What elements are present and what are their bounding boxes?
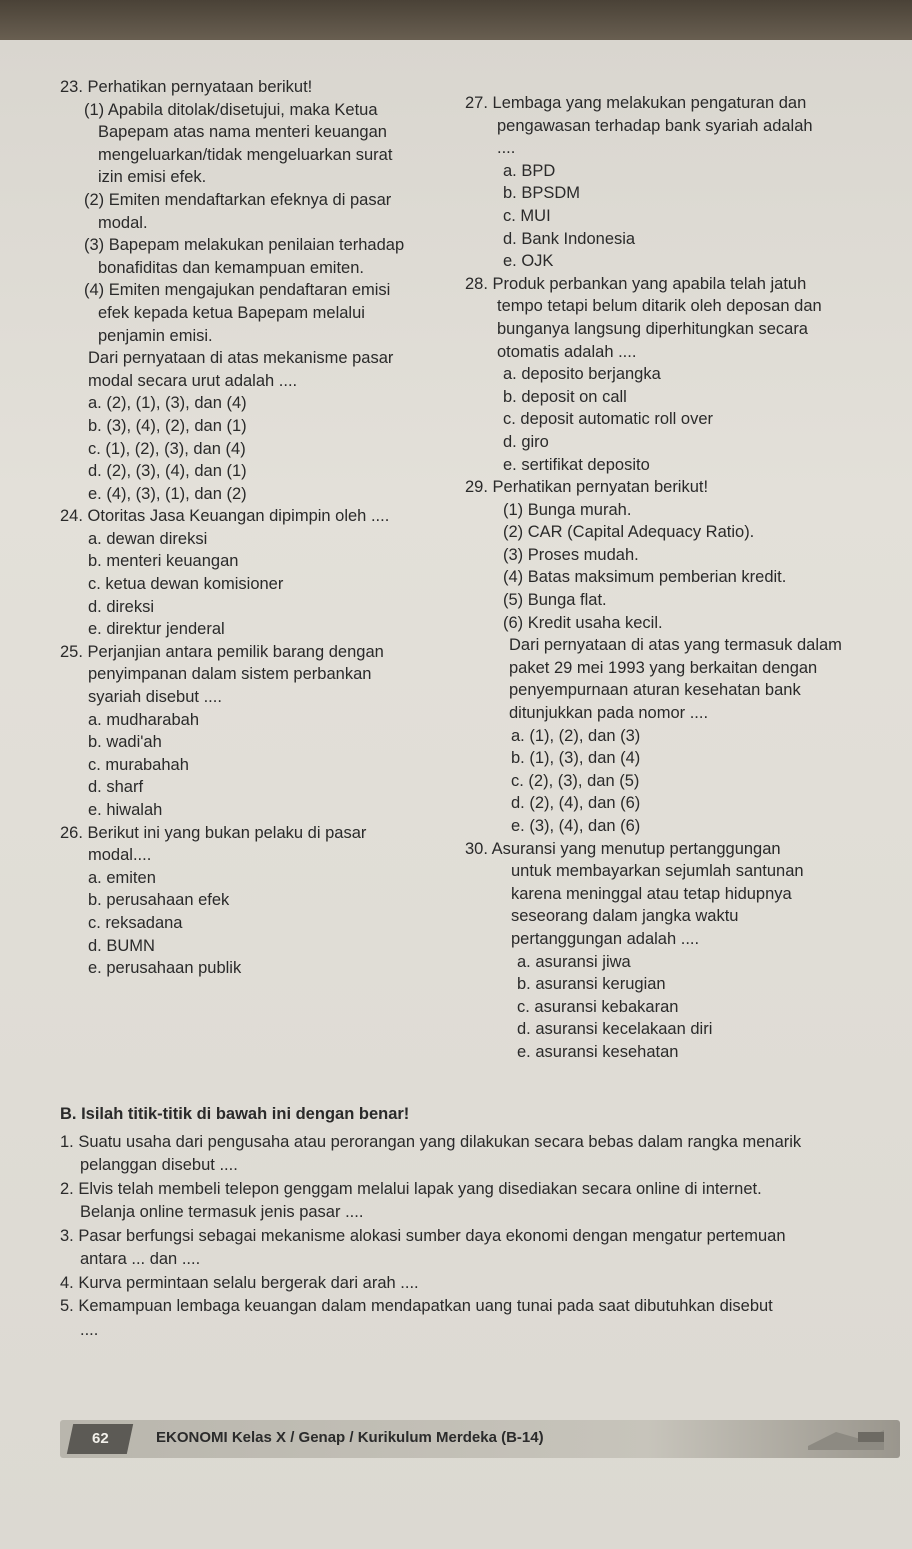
- statement: (1) Bunga murah.: [503, 500, 632, 519]
- statement: modal.: [98, 213, 148, 232]
- question-30: [465, 838, 890, 1064]
- question-text: 29. Perhatikan pernyatan berikut!: [465, 478, 709, 497]
- answer-option: b. asuransi kerugian: [517, 975, 666, 994]
- statement: (2) Emiten mendaftarkan efeknya di pasar: [84, 190, 392, 209]
- answer-option: a. mudharabah: [88, 710, 199, 729]
- statement: izin emisi efek.: [98, 168, 207, 187]
- statement: (3) Bapepam melakukan penilaian terhadap: [84, 236, 405, 255]
- answer-option: d. BUMN: [88, 936, 155, 955]
- answer-option: b. (1), (3), dan (4): [511, 749, 641, 768]
- question-29: [465, 476, 890, 838]
- answer-option: d. (2), (3), (4), dan (1): [88, 462, 247, 481]
- left-column: [60, 76, 455, 980]
- statement: (6) Kredit usaha kecil.: [503, 613, 663, 632]
- book-title: EKONOMI Kelas X / Genap / Kurikulum Merdeka (B-14): [156, 1429, 544, 1446]
- answer-option: e. asuransi kesehatan: [517, 1042, 679, 1061]
- question-text: 24. Otoritas Jasa Keuangan dipimpin oleh ....: [60, 507, 390, 526]
- question-text: syariah disebut ....: [88, 688, 222, 707]
- question-text: 27. Lembaga yang melakukan pengaturan dan: [465, 94, 807, 112]
- question-text: 28. Produk perbankan yang apabila telah jatuh: [465, 274, 807, 293]
- fill-in-item-continuation: antara ... dan ....: [80, 1250, 201, 1268]
- answer-option: c. MUI: [503, 206, 551, 225]
- question-prompt: Dari pernyataan di atas yang termasuk dalam: [509, 636, 842, 655]
- answer-option: d. asuransi kecelakaan diri: [517, 1020, 713, 1039]
- answer-option: c. murabahah: [88, 755, 189, 774]
- answer-option: a. emiten: [88, 868, 156, 887]
- section-b-title: B. Isilah titik-titik di bawah ini dengan benar!: [60, 1105, 410, 1123]
- question-text: pertanggungan adalah ....: [511, 929, 700, 948]
- fill-in-item-continuation: ....: [80, 1320, 99, 1339]
- question-text: penyimpanan dalam sistem perbankan: [88, 665, 372, 684]
- question-25: [60, 641, 455, 822]
- question-23: [60, 76, 455, 505]
- answer-option: e. hiwalah: [88, 801, 163, 819]
- answer-option: a. deposito berjangka: [503, 365, 661, 384]
- question-text: tempo tetapi belum ditarik oleh deposan dan: [497, 297, 822, 316]
- statement: (2) CAR (Capital Adequacy Ratio).: [503, 523, 755, 542]
- fill-in-item: 4. Kurva permintaan selalu bergerak dari arah ....: [60, 1273, 419, 1292]
- answer-option: b. (3), (4), (2), dan (1): [88, 416, 247, 435]
- question-27: [465, 92, 890, 273]
- question-prompt: modal secara urut adalah ....: [88, 371, 298, 390]
- answer-option: b. deposit on call: [503, 387, 627, 406]
- answer-option: c. deposit automatic roll over: [503, 410, 714, 429]
- question-26: [60, 822, 455, 980]
- question-text: modal....: [88, 846, 152, 865]
- statement: bonafiditas dan kemampuan emiten.: [98, 258, 364, 277]
- fill-in-item-continuation: pelanggan disebut ....: [80, 1156, 238, 1174]
- page-number-text: 62: [91, 1430, 109, 1447]
- answer-option: d. (2), (4), dan (6): [511, 794, 641, 813]
- statement: mengeluarkan/tidak mengeluarkan surat: [98, 145, 393, 164]
- statement: (5) Bunga flat.: [503, 591, 607, 610]
- page-number: [67, 1424, 133, 1454]
- answer-option: c. reksadana: [88, 913, 183, 932]
- answer-option: a. asuransi jiwa: [517, 952, 631, 971]
- question-text: seseorang dalam jangka waktu: [511, 907, 739, 926]
- fill-in-item-continuation: Belanja online termasuk jenis pasar ....: [80, 1203, 364, 1221]
- answer-option: e. direktur jenderal: [88, 620, 225, 639]
- statement: penjamin emisi.: [98, 326, 213, 345]
- question-text: 25. Perjanjian antara pemilik barang dengan: [60, 642, 384, 661]
- question-prompt: ditunjukkan pada nomor ....: [509, 704, 709, 723]
- question-text: 26. Berikut ini yang bukan pelaku di pasar: [60, 823, 367, 842]
- fill-in-item: 2. Elvis telah membeli telepon genggam melalui lapak yang disediakan secara online di internet.: [60, 1179, 762, 1198]
- right-column: [465, 60, 890, 1064]
- answer-option: b. perusahaan efek: [88, 891, 230, 910]
- question-text: ....: [497, 139, 516, 158]
- answer-option: d. direksi: [88, 597, 155, 616]
- answer-option: e. (4), (3), (1), dan (2): [88, 484, 247, 503]
- statement: (3) Proses mudah.: [503, 545, 639, 564]
- answer-option: b. BPSDM: [503, 184, 581, 203]
- question-text: karena meninggal atau tetap hidupnya: [511, 884, 792, 903]
- answer-option: a. (2), (1), (3), dan (4): [88, 394, 247, 413]
- answer-option: a. dewan direksi: [88, 529, 208, 548]
- answer-option: d. sharf: [88, 778, 144, 797]
- answer-option: d. giro: [503, 432, 549, 451]
- answer-option: e. sertifikat deposito: [503, 455, 650, 474]
- question-prompt: penyempurnaan aturan kesehatan bank: [509, 681, 801, 700]
- answer-option: b. wadi'ah: [88, 733, 162, 752]
- question-text: otomatis adalah ....: [497, 342, 637, 361]
- answer-option: b. menteri keuangan: [88, 552, 239, 571]
- question-text: pengawasan terhadap bank syariah adalah: [497, 116, 813, 135]
- statement: Bapepam atas nama menteri keuangan: [98, 123, 387, 142]
- question-prompt: Dari pernyataan di atas mekanisme pasar: [88, 349, 394, 368]
- page-footer: [60, 1420, 900, 1458]
- answer-option: a. BPD: [503, 161, 556, 180]
- fill-in-item: 3. Pasar berfungsi sebagai mekanisme alokasi sumber daya ekonomi dengan mengatur pertemuan: [60, 1226, 786, 1245]
- question-28: [465, 273, 890, 476]
- answer-option: d. Bank Indonesia: [503, 229, 636, 248]
- statement: (4) Emiten mengajukan pendaftaran emisi: [84, 281, 391, 300]
- answer-option: c. asuransi kebakaran: [517, 997, 679, 1016]
- question-text: bunganya langsung diperhitungkan secara: [497, 319, 808, 338]
- section-b: [60, 1103, 890, 1342]
- answer-option: e. (3), (4), dan (6): [511, 817, 641, 835]
- fill-in-item: 5. Kemampuan lembaga keuangan dalam mendapatkan uang tunai pada saat dibutuhkan disebut: [60, 1297, 773, 1315]
- question-text: untuk membayarkan sejumlah santunan: [511, 862, 804, 881]
- answer-option: c. (1), (2), (3), dan (4): [88, 439, 246, 458]
- statement: (1) Apabila ditolak/disetujui, maka Ketua: [84, 100, 378, 119]
- question-prompt: paket 29 mei 1993 yang berkaitan dengan: [509, 658, 818, 677]
- question-24: [60, 505, 455, 641]
- answer-option: e. OJK: [503, 252, 554, 271]
- statement: efek kepada ketua Bapepam melalui: [98, 303, 365, 322]
- fill-in-item: 1. Suatu usaha dari pengusaha atau perorangan yang dilakukan secara bebas dalam rangka menarik: [60, 1132, 802, 1151]
- answer-option: a. (1), (2), dan (3): [511, 726, 641, 745]
- publisher-logo-icon: [806, 1426, 886, 1452]
- answer-option: c. (2), (3), dan (5): [511, 771, 640, 790]
- statement: (4) Batas maksimum pemberian kredit.: [503, 568, 787, 587]
- answer-option: e. perusahaan publik: [88, 959, 242, 978]
- question-text: 23. Perhatikan pernyataan berikut!: [60, 78, 313, 96]
- answer-option: c. ketua dewan komisioner: [88, 575, 284, 594]
- question-text: 30. Asuransi yang menutup pertanggungan: [465, 839, 781, 858]
